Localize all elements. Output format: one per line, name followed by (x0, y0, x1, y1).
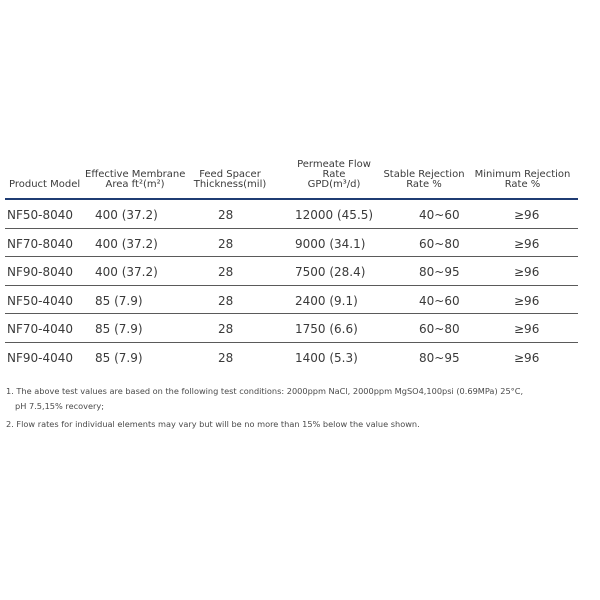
table-row (5, 286, 578, 315)
cell-stable-rejection: 60~80 (419, 236, 460, 251)
cell-product-model: NF50-8040 (7, 208, 74, 222)
table-row (5, 257, 578, 286)
cell-product-model: NF50-4040 (7, 293, 74, 308)
cell-membrane-area: 85 (7.9) (95, 350, 143, 365)
footnote-flow-rate-variance: 2. Flow rates for individual elements may vary but will be no more than 15% below the value shown. (6, 419, 420, 429)
cell-permeate-flow: 7500 (28.4) (295, 265, 366, 279)
cell-stable-rejection: 40~60 (419, 208, 460, 222)
header-effective-membrane-area: Effective Membrane Area ft²(m²) (85, 169, 186, 190)
cell-spacer-thickness: 28 (218, 322, 234, 336)
cell-permeate-flow: 9000 (34.1) (295, 236, 366, 251)
cell-product-model: NF70-8040 (7, 236, 74, 251)
header-product-model: Product Model (9, 179, 81, 190)
cell-stable-rejection: 40~60 (419, 293, 460, 308)
table-row (5, 200, 578, 229)
header-feed-spacer-thickness: Feed Spacer Thickness(mil) (193, 169, 267, 190)
cell-permeate-flow: 1400 (5.3) (295, 350, 358, 365)
cell-membrane-area: 400 (37.2) (95, 208, 158, 222)
cell-minimum-rejection: ≥96 (514, 208, 540, 222)
cell-spacer-thickness: 28 (218, 236, 234, 251)
cell-product-model: NF70-4040 (7, 322, 74, 336)
cell-product-model: NF90-8040 (7, 265, 74, 279)
footnotes (6, 384, 566, 435)
header-permeate-flow-rate: Permeate Flow Rate GPD(m³/d) (297, 159, 371, 190)
cell-stable-rejection: 80~95 (419, 265, 460, 279)
footnote-test-conditions: 1. The above test values are based on the following test conditions: 2000ppm NaCl, 2000ppm MgSO4,100psi (0.69MPa) 25°C, pH 7.5,15% recovery; (6, 386, 524, 411)
cell-membrane-area: 400 (37.2) (95, 236, 158, 251)
spec-table (5, 160, 578, 370)
cell-minimum-rejection: ≥96 (514, 322, 540, 336)
table-row (5, 314, 578, 343)
cell-spacer-thickness: 28 (218, 208, 234, 222)
cell-spacer-thickness: 28 (218, 350, 234, 365)
header-minimum-rejection-rate: Minimum Rejection Rate % (474, 169, 571, 190)
cell-minimum-rejection: ≥96 (514, 265, 540, 279)
cell-membrane-area: 85 (7.9) (95, 293, 143, 308)
cell-minimum-rejection: ≥96 (514, 236, 540, 251)
cell-minimum-rejection: ≥96 (514, 293, 540, 308)
cell-minimum-rejection: ≥96 (514, 350, 540, 365)
cell-permeate-flow: 2400 (9.1) (295, 293, 358, 308)
cell-spacer-thickness: 28 (218, 293, 234, 308)
cell-spacer-thickness: 28 (218, 265, 234, 279)
cell-stable-rejection: 60~80 (419, 322, 460, 336)
cell-permeate-flow: 1750 (6.6) (295, 322, 358, 336)
cell-membrane-area: 85 (7.9) (95, 322, 143, 336)
table-row (5, 343, 578, 371)
header-stable-rejection-rate: Stable Rejection Rate % (383, 169, 465, 190)
cell-stable-rejection: 80~95 (419, 350, 460, 365)
table-row (5, 229, 578, 258)
table-header (5, 160, 578, 200)
cell-permeate-flow: 12000 (45.5) (295, 208, 374, 222)
cell-membrane-area: 400 (37.2) (95, 265, 158, 279)
cell-product-model: NF90-4040 (7, 350, 74, 365)
